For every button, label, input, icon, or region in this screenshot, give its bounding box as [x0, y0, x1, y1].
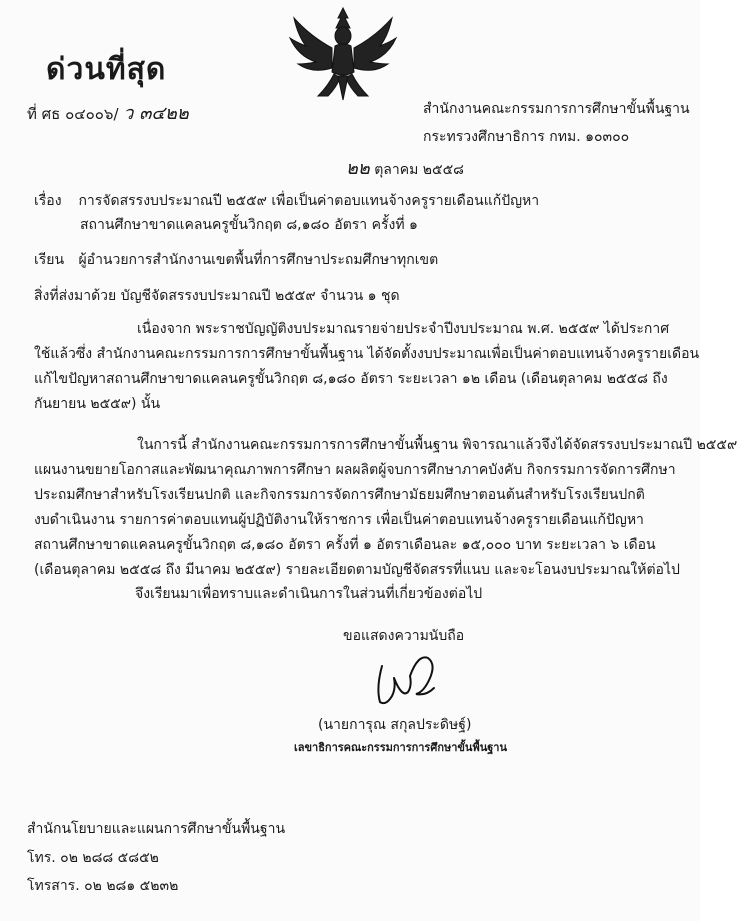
body-paragraph-2 — [34, 433, 737, 583]
document-number-prefix: ที่ ศธ ๐๔๐๐๖/ — [27, 105, 119, 123]
signatory-name: (นายการุณ สกุลประดิษฐ์) — [318, 717, 472, 733]
footer-fax: โทรสาร. ๐๒ ๒๘๑ ๕๒๓๒ — [27, 878, 179, 894]
paragraph-line: เนื่องจาก พระราชบัญญัติงบประมาณรายจ่ายประจำปีงบประมาณ พ.ศ. ๒๕๕๙ ได้ประกาศ — [137, 321, 670, 337]
subject-text-1: การจัดสรรงบประมาณปี ๒๕๕๙ เพื่อเป็นค่าตอบแทนจ้างครูรายเดือนแก้ปัญหา — [78, 193, 540, 209]
subject-label: เรื่อง — [34, 193, 62, 209]
garuda-emblem-icon — [288, 6, 398, 102]
document-number-handwritten: ว ๓๔๒๒ — [123, 103, 189, 124]
body-paragraph-1 — [34, 317, 700, 417]
footer-telephone: โทร. ๐๒ ๒๘๘ ๕๘๕๒ — [27, 850, 159, 866]
paragraph-line: ในการนี้ สำนักงานคณะกรรมการการศึกษาขั้นพื้นฐาน พิจารณาแล้วจึงได้จัดสรรงบประมาณปี ๒๕๕๙ — [137, 437, 737, 453]
subject-line-2: สถานศึกษาขาดแคลนครูขั้นวิกฤต ๘,๑๘๐ อัตรา ครั้งที่ ๑ — [80, 217, 418, 233]
closing-sentence: จึงเรียนมาเพื่อทราบและดำเนินการในส่วนที่เกี่ยวข้องต่อไป — [135, 586, 483, 602]
date-day-handwritten: ๒๒ — [346, 158, 370, 179]
recipient-text: ผู้อำนวยการสำนักงานเขตพื้นที่การศึกษาประถมศึกษาทุกเขต — [78, 252, 439, 268]
signatory-title: เลขาธิการคณะกรรมการการศึกษาขั้นพื้นฐาน — [294, 741, 507, 754]
urgency-mark: ด่วนที่สุด — [46, 52, 167, 87]
office-address: กระทรวงศึกษาธิการ กทม. ๑๐๓๐๐ — [423, 129, 630, 145]
office-name: สำนักงานคณะกรรมการการศึกษาขั้นพื้นฐาน — [423, 101, 690, 117]
recipient-line — [34, 249, 438, 271]
footer-unit: สำนักนโยบายและแผนการศึกษาขั้นพื้นฐาน — [27, 821, 286, 837]
recipient-label: เรียน — [34, 252, 65, 268]
handwritten-signature-icon — [372, 648, 440, 708]
enclosure-text: บัญชีจัดสรรงบประมาณปี ๒๕๕๙ จำนวน ๑ ชุด — [120, 288, 400, 304]
paragraph-line: แก้ไขปัญหาสถานศึกษาขาดแคลนครูขั้นวิกฤต ๘,๑๘๐ อัตรา ระยะเวลา ๑๒ เดือน (เดือนตุลาคม ๒๕๕๘ ถึง — [34, 371, 668, 387]
paragraph-line: กันยายน ๒๕๕๙) นั้น — [34, 396, 161, 412]
date-month-year: ตุลาคม ๒๕๕๘ — [374, 162, 464, 178]
document-number — [27, 98, 189, 127]
paragraph-line: งบดำเนินงาน รายการค่าตอบแทนผู้ปฏิบัติงานให้ราชการ เพื่อเป็นค่าตอบแทนจ้างครูรายเดือนแก้ปัญหา — [34, 512, 644, 528]
enclosure-label: สิ่งที่ส่งมาด้วย — [34, 288, 117, 304]
subject-line-1 — [34, 190, 539, 212]
enclosure-line — [34, 285, 400, 307]
paragraph-line: (เดือนตุลาคม ๒๕๕๘ ถึง มีนาคม ๒๕๕๙) รายละเอียดตามบัญชีจัดสรรที่แนบ และจะโอนงบประมาณให้ต่อไป — [34, 562, 680, 578]
paragraph-line: แผนงานขยายโอกาสและพัฒนาคุณภาพการศึกษา ผลผลิตผู้จบการศึกษาภาคบังคับ กิจกรรมการจัดการศึกษา — [34, 462, 676, 478]
paragraph-line: ใช้แล้วซึ่ง สำนักงานคณะกรรมการการศึกษาขั้นพื้นฐาน ได้จัดตั้งงบประมาณเพื่อเป็นค่าตอบแทนจ้างครูรายเดือน — [34, 346, 700, 362]
paragraph-line: ประถมศึกษาสำหรับโรงเรียนปกติ และกิจกรรมการจัดการศึกษามัธยมศึกษาตอนต้นสำหรับโรงเรียนปกติ — [34, 487, 645, 503]
letter-date — [346, 153, 464, 182]
paragraph-line: สถานศึกษาขาดแคลนครูขั้นวิกฤต ๘,๑๘๐ อัตรา ครั้งที่ ๑ อัตราเดือนละ ๑๕,๐๐๐ บาท ระยะเวลา ๖ เดือน — [34, 537, 656, 553]
complimentary-close: ขอแสดงความนับถือ — [343, 628, 465, 644]
